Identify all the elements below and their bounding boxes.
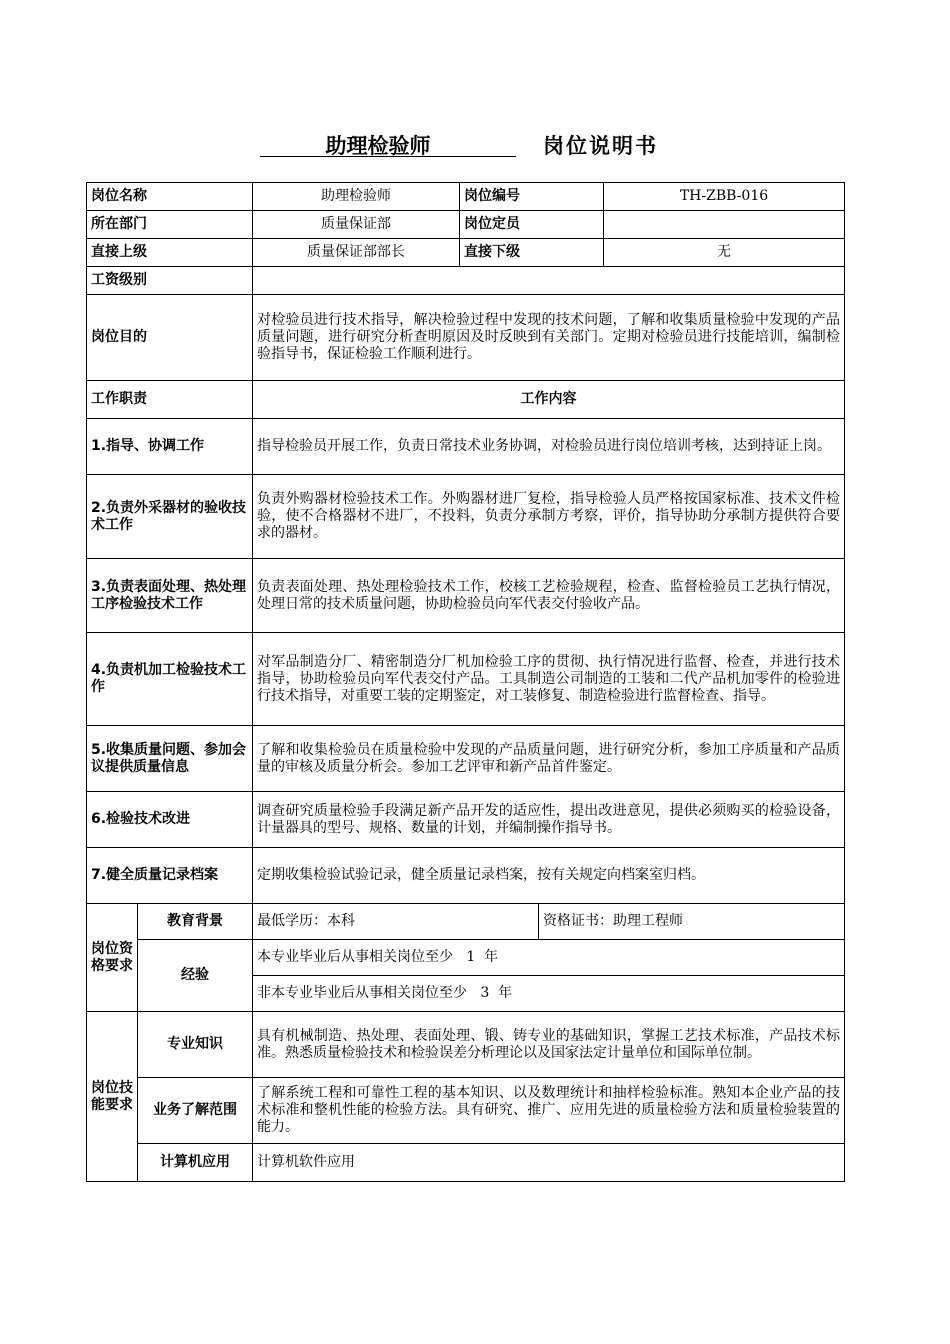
row-post-name: [87, 183, 845, 211]
scope-text: 了解系统工程和可靠性工程的基本知识、以及数理统计和抽样检验标准。熟知本企业产品的技术标准和整机性能的检验方法。具有研究、推广、应用先进的质量检验方法和质量检验装置的能力。: [253, 1078, 845, 1144]
title-position-name: 助理检验师: [325, 134, 431, 158]
duty-title: 7.健全质量记录档案: [87, 848, 253, 904]
experience-non-major: 非本专业毕业后从事相关岗位至少 3 年: [253, 976, 845, 1012]
row-knowledge: [87, 1012, 845, 1078]
certificate-value: 资格证书：助理工程师: [539, 904, 845, 940]
duties-label: 工作职责: [87, 381, 253, 419]
superior-label: 直接上级: [87, 239, 253, 267]
experience-label: 经验: [138, 940, 253, 1012]
duty-content: 定期收集检验试验记录，健全质量记录档案，按有关规定向档案室归档。: [253, 848, 845, 904]
computer-label: 计算机应用: [138, 1144, 253, 1182]
purpose-text: 对检验员进行技术指导，解决检验过程中发现的技术问题，了解和收集质量检验中发现的产品质量问题，进行研究分析查明原因及时反映到有关部门。定期对检验员进行技能培训，编制检验指导书，保证检验工作顺利进行。: [253, 295, 845, 381]
row-duties-header: [87, 381, 845, 419]
title-doc-type: 岗位说明书: [543, 134, 658, 158]
skills-label: 岗位技能要求: [87, 1012, 138, 1182]
post-name-label: 岗位名称: [87, 183, 253, 211]
education-value: 最低学历：本科: [253, 904, 539, 940]
duty-title: 3.负责表面处理、热处理工序检验技术工作: [87, 559, 253, 633]
duty-row: [87, 726, 845, 792]
duty-row: [87, 475, 845, 559]
headcount-label: 岗位定员: [460, 211, 604, 239]
salary-label: 工资级别: [87, 267, 253, 295]
job-description-table: [86, 182, 845, 1182]
duty-content: 指导检验员开展工作，负责日常技术业务协调，对检验员进行岗位培训考核，达到持证上岗。: [253, 419, 845, 475]
purpose-label: 岗位目的: [87, 295, 253, 381]
duty-title: 5.收集质量问题、参加会议提供质量信息: [87, 726, 253, 792]
post-no-value: TH-ZBB-016: [604, 183, 845, 211]
computer-text: 计算机软件应用: [253, 1144, 845, 1182]
knowledge-label: 专业知识: [138, 1012, 253, 1078]
duty-row: [87, 633, 845, 726]
headcount-value: [604, 211, 845, 239]
row-dept: [87, 211, 845, 239]
experience-major: 本专业毕业后从事相关岗位至少 1 年: [253, 940, 845, 976]
education-label: 教育背景: [138, 904, 253, 940]
duty-title: 1.指导、协调工作: [87, 419, 253, 475]
duty-title: 4.负责机加工检验技术工作: [87, 633, 253, 726]
duty-content: 了解和收集检验员在质量检验中发现的产品质量问题，进行研究分析，参加工序质量和产品质量的审核及质量分析会。参加工艺评审和新产品首件鉴定。: [253, 726, 845, 792]
scope-label: 业务了解范围: [138, 1078, 253, 1144]
row-experience-1: [87, 940, 845, 976]
document-title: [0, 126, 950, 166]
duty-content: 对军品制造分厂、精密制造分厂机加检验工序的贯彻、执行情况进行监督、检查，并进行技术指导，协助检验员向军代表交付产品。工具制造公司制造的工装和二代产品机加零件的检验进行技术指导，对重要工装的定期鉴定，对工装修复、制造检验进行监督检查、指导。: [253, 633, 845, 726]
duty-row: [87, 559, 845, 633]
row-education: [87, 904, 845, 940]
post-no-label: 岗位编号: [460, 183, 604, 211]
qualification-label: 岗位资格要求: [87, 904, 138, 1012]
duty-row: [87, 419, 845, 475]
duty-title: 2.负责外采器材的验收技术工作: [87, 475, 253, 559]
duty-content: 负责外购器材检验技术工作。外购器材进厂复检，指导检验人员严格按国家标准、技术文件检验，使不合格器材不进厂，不投料，负责分承制方考察，评价，指导协助分承制方提供符合要求的器材。: [253, 475, 845, 559]
knowledge-text: 具有机械制造、热处理、表面处理、锻、铸专业的基础知识，掌握工艺技术标准，产品技术标准。熟悉质量检验技术和检验误差分析理论以及国家法定计量单位和国际单位制。: [253, 1012, 845, 1078]
row-scope: [87, 1078, 845, 1144]
dept-label: 所在部门: [87, 211, 253, 239]
superior-value: 质量保证部部长: [253, 239, 460, 267]
salary-value: [253, 267, 845, 295]
duty-row: [87, 848, 845, 904]
duties-content-label: 工作内容: [253, 381, 845, 419]
dept-value: 质量保证部: [253, 211, 460, 239]
row-salary: [87, 267, 845, 295]
duty-content: 调查研究质量检验手段满足新产品开发的适应性，提出改进意见，提供必须购买的检验设备，计量器具的型号、规格、数量的计划，并编制操作指导书。: [253, 792, 845, 848]
subordinate-label: 直接下级: [460, 239, 604, 267]
duty-row: [87, 792, 845, 848]
subordinate-value: 无: [604, 239, 845, 267]
post-name-value: 助理检验师: [253, 183, 460, 211]
row-purpose: [87, 295, 845, 381]
row-computer: [87, 1144, 845, 1182]
row-superior: [87, 239, 845, 267]
duty-title: 6.检验技术改进: [87, 792, 253, 848]
duty-content: 负责表面处理、热处理检验技术工作，校核工艺检验规程，检查、监督检验员工艺执行情况，处理日常的技术质量问题，协助检验员向军代表交付验收产品。: [253, 559, 845, 633]
